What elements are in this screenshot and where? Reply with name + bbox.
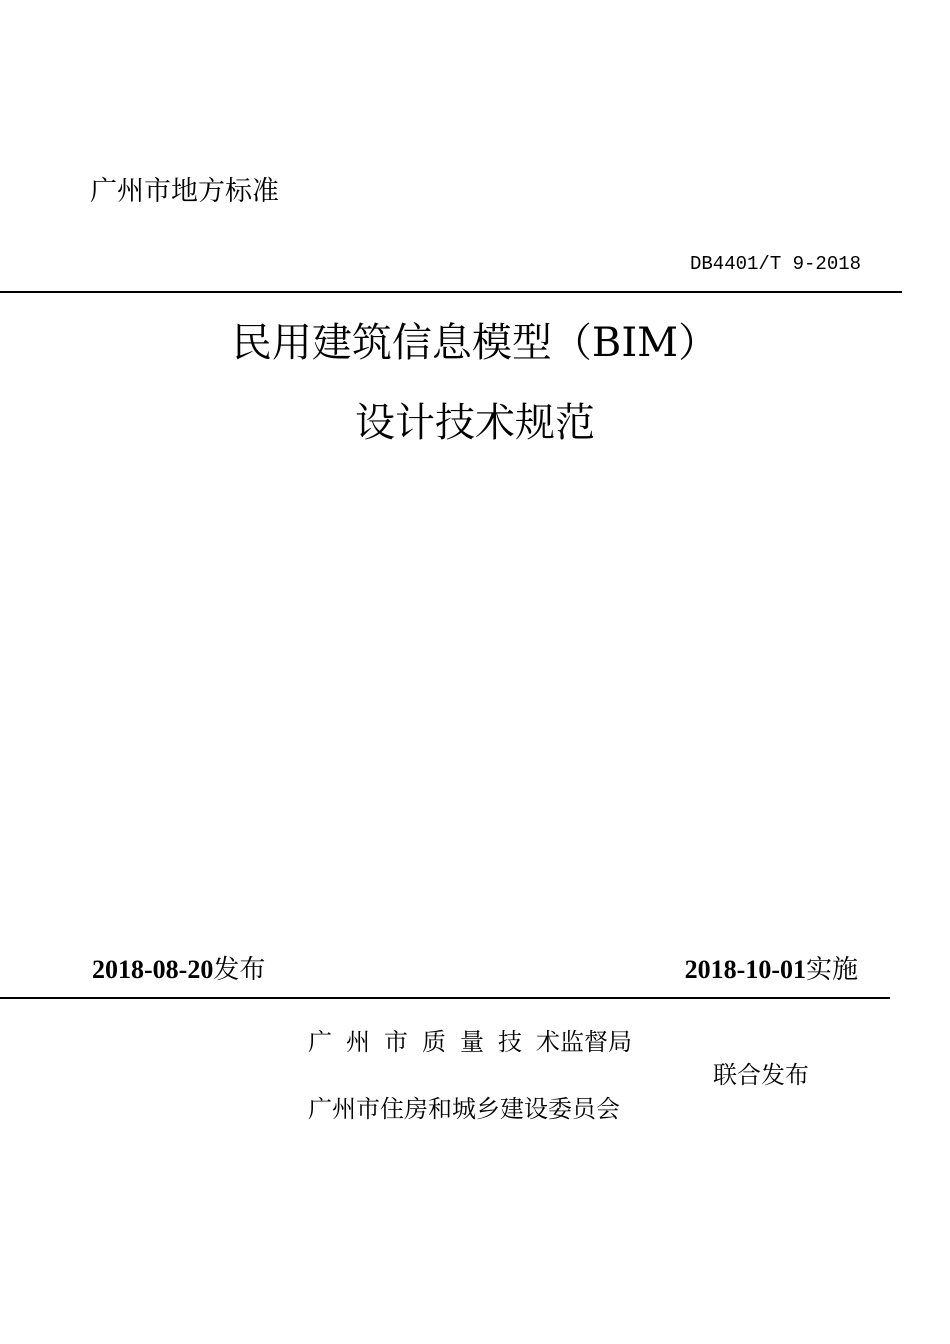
issuer-housing-committee: 广州市住房和城乡建设委员会	[308, 1095, 620, 1123]
issuer-char: 州	[346, 1028, 370, 1056]
effective-date-label: 实施	[805, 955, 858, 985]
issuer-tail: 术监督局	[536, 1028, 632, 1056]
bottom-divider	[0, 997, 890, 999]
top-divider	[0, 291, 902, 293]
issue-date	[92, 952, 265, 988]
issuer-char: 市	[384, 1028, 408, 1056]
issue-date-label: 发布	[213, 955, 266, 985]
standard-category: 广州市地方标准	[90, 176, 279, 207]
issue-date-value: 2018-08-20	[92, 955, 214, 984]
issuer-char: 质	[422, 1028, 446, 1056]
issuer-quality-bureau	[308, 1025, 632, 1059]
document-title-line-1: 民用建筑信息模型（BIM）	[231, 320, 719, 366]
joint-issue-label: 联合发布	[713, 1061, 809, 1089]
issuer-char: 量	[460, 1028, 484, 1056]
effective-date-value: 2018-10-01	[684, 955, 806, 984]
issuer-char: 技	[498, 1028, 522, 1056]
effective-date	[685, 952, 858, 988]
document-title-line-2: 设计技术规范	[355, 400, 595, 446]
standard-number: DB4401/T 9-2018	[690, 253, 862, 275]
issuer-char: 广	[308, 1028, 332, 1056]
